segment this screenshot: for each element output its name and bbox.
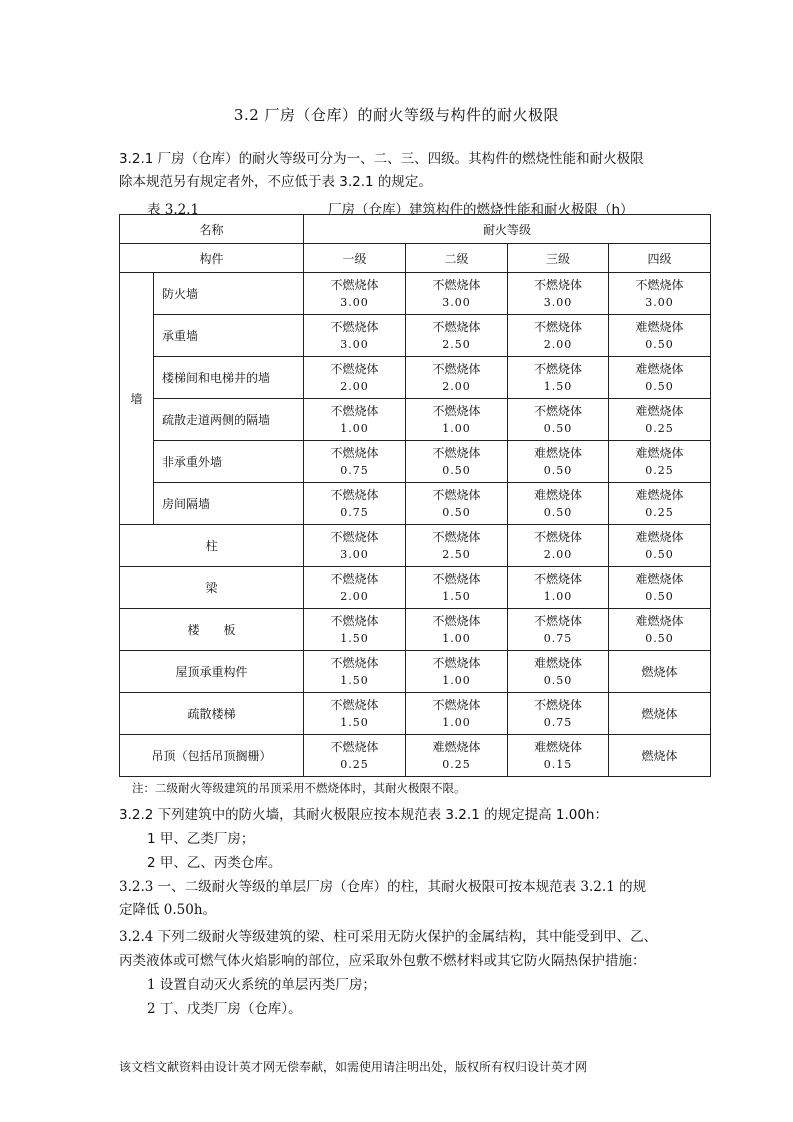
rating-cell (406, 315, 508, 357)
rating-cell (406, 609, 508, 651)
material-class: 不燃烧体 (330, 697, 379, 712)
component-name: 疏散走道两侧的隔墙 (154, 399, 304, 441)
table-row (120, 483, 711, 525)
rating-cell (508, 399, 609, 441)
rating-cell (609, 273, 711, 315)
fire-resistance-hours: 2.00 (543, 547, 573, 561)
page-footer: 该文档文献资料由设计英才网无偿奉献，如需使用请注明出处，版权所有权归设计英才网 (119, 1060, 588, 1074)
material-class: 难燃烧体 (534, 487, 583, 502)
rating-cell (406, 441, 508, 483)
table-label: 表 3.2.1 (147, 202, 200, 218)
fire-resistance-hours: 1.50 (340, 715, 369, 729)
component-name: 疏散楼梯 (120, 693, 304, 735)
fire-resistance-hours: 0.15 (543, 757, 573, 771)
fire-resistance-hours: 0.50 (645, 631, 674, 645)
fire-resistance-hours: 0.25 (442, 757, 471, 771)
fire-resistance-hours: 0.50 (442, 505, 471, 519)
rating-cell (304, 315, 406, 357)
clause-3-2-2-item2: 2 甲、乙、丙类仓库。 (147, 855, 282, 871)
material-class: 不燃烧体 (432, 613, 481, 628)
rating-cell (304, 399, 406, 441)
material-class: 不燃烧体 (432, 529, 481, 544)
table-row (120, 735, 711, 777)
clause-3-2-2-item1: 1 甲、乙类厂房； (147, 831, 255, 847)
table-row (120, 357, 711, 399)
rating-cell (304, 651, 406, 693)
table-title: 厂房（仓库）建筑构件的燃烧性能和耐火极限（h） (328, 202, 634, 218)
rating-cell (609, 567, 711, 609)
fire-resistance-hours: 1.00 (340, 421, 369, 435)
material-class: 难燃烧体 (635, 571, 684, 586)
rating-cell (406, 399, 508, 441)
fire-resistance-hours: 0.25 (645, 505, 674, 519)
table-note: 注：二级耐火等级建筑的吊顶采用不燃烧体时，其耐火极限不限。 (132, 781, 466, 795)
table-row (120, 567, 711, 609)
fire-resistance-hours: 2.50 (442, 547, 471, 561)
rating-cell (508, 315, 609, 357)
material-class: 难燃烧体 (534, 739, 583, 754)
rating-cell (609, 315, 711, 357)
header-fire-grade: 耐火等级 (304, 215, 711, 244)
clause-3-2-3-line2: 定降低 0.50h。 (119, 902, 217, 918)
material-class: 不燃烧体 (330, 529, 379, 544)
wall-group-label: 墙 (120, 273, 154, 525)
material-class: 不燃烧体 (534, 613, 583, 628)
fire-resistance-hours: 0.50 (645, 337, 674, 351)
header-name: 名称 (120, 215, 304, 244)
component-name: 非承重外墙 (154, 441, 304, 483)
fire-resistance-hours: 0.75 (340, 463, 369, 477)
material-class: 难燃烧体 (635, 613, 684, 628)
fire-resistance-hours: 0.75 (543, 715, 573, 729)
rating-cell (304, 525, 406, 567)
clause-3-2-1-line1: 3.2.1 厂房（仓库）的耐火等级可分为一、二、三、四级。其构件的燃烧性能和耐火极限 (119, 151, 644, 167)
fire-resistance-hours: 0.50 (442, 463, 471, 477)
fire-resistance-hours: 3.00 (645, 295, 674, 309)
fire-resistance-hours: 1.00 (442, 715, 471, 729)
table-row (120, 525, 711, 567)
fire-resistance-hours: 1.00 (543, 589, 573, 603)
fire-resistance-hours: 2.00 (340, 379, 369, 393)
material-class: 不燃烧体 (432, 361, 481, 376)
table-row (120, 693, 711, 735)
material-class: 不燃烧体 (432, 655, 481, 670)
header-grade-2: 二级 (406, 244, 508, 273)
rating-cell (609, 399, 711, 441)
material-class: 不燃烧体 (330, 277, 379, 292)
rating-cell (406, 693, 508, 735)
clause-3-2-1-line2: 除本规范另有规定者外，不应低于表 3.2.1 的规定。 (119, 174, 432, 190)
table-row (120, 399, 711, 441)
fire-resistance-hours: 0.50 (543, 505, 573, 519)
table-row (120, 315, 711, 357)
fire-resistance-hours: 0.50 (645, 379, 674, 393)
rating-cell (406, 651, 508, 693)
rating-cell (304, 483, 406, 525)
component-name: 柱 (120, 525, 304, 567)
fire-resistance-table (119, 214, 711, 777)
rating-cell (609, 525, 711, 567)
fire-resistance-hours: 0.50 (645, 547, 674, 561)
material-class: 不燃烧体 (534, 697, 583, 712)
material-class: 不燃烧体 (534, 571, 583, 586)
fire-resistance-hours: 1.50 (543, 379, 573, 393)
rating-cell (508, 357, 609, 399)
header-component: 构件 (120, 244, 304, 273)
rating-cell (508, 525, 609, 567)
rating-cell (406, 357, 508, 399)
fire-resistance-hours: 2.00 (442, 379, 471, 393)
material-class: 不燃烧体 (330, 445, 379, 460)
rating-cell (304, 693, 406, 735)
material-class: 难燃烧体 (635, 529, 684, 544)
fire-resistance-hours: 3.00 (340, 337, 369, 351)
clause-3-2-4-item2: 2 丁、戊类厂房（仓库）。 (147, 1001, 302, 1017)
clause-3-2-2-line: 3.2.2 下列建筑中的防火墙，其耐火极限应按本规范表 3.2.1 的规定提高 1.00h： (119, 807, 608, 823)
rating-cell (304, 357, 406, 399)
rating-cell (304, 567, 406, 609)
fire-resistance-hours: 1.50 (442, 589, 471, 603)
rating-cell (508, 441, 609, 483)
fire-resistance-hours: 0.75 (543, 631, 573, 645)
material-class: 难燃烧体 (534, 445, 583, 460)
fire-resistance-hours: 0.50 (543, 463, 573, 477)
material-class: 不燃烧体 (432, 277, 481, 292)
material-class: 难燃烧体 (432, 739, 481, 754)
material-class: 不燃烧体 (330, 571, 379, 586)
rating-cell (508, 651, 609, 693)
component-name: 梁 (120, 567, 304, 609)
material-class: 不燃烧体 (330, 613, 379, 628)
material-class: 难燃烧体 (635, 403, 684, 418)
rating-cell (609, 357, 711, 399)
rating-cell (304, 735, 406, 777)
fire-resistance-hours: 0.50 (645, 589, 674, 603)
material-class: 不燃烧体 (330, 655, 379, 670)
clause-3-2-4-line2: 丙类液体或可燃气体火焰影响的部位，应采取外包敷不燃材料或其它防火隔热保护措施： (119, 953, 646, 969)
clause-3-2-4-line1: 3.2.4 下列二级耐火等级建筑的梁、柱可采用无防火保护的金属结构，其中能受到甲、乙、 (119, 929, 658, 945)
rating-cell (508, 609, 609, 651)
rating-cell (406, 567, 508, 609)
rating-cell (609, 483, 711, 525)
section-title: 3.2 厂房（仓库）的耐火等级与构件的耐火极限 (233, 106, 560, 124)
rating-cell (304, 609, 406, 651)
rating-cell (508, 273, 609, 315)
rating-cell (406, 273, 508, 315)
rating-cell-combustible: 燃烧体 (609, 735, 711, 777)
material-class: 不燃烧体 (330, 403, 379, 418)
material-class: 不燃烧体 (432, 445, 481, 460)
header-grade-3: 三级 (508, 244, 609, 273)
rating-cell (304, 441, 406, 483)
fire-resistance-hours: 0.50 (543, 421, 573, 435)
fire-resistance-hours: 3.00 (340, 547, 369, 561)
material-class: 不燃烧体 (534, 277, 583, 292)
component-name: 房间隔墙 (154, 483, 304, 525)
rating-cell-combustible: 燃烧体 (609, 693, 711, 735)
rating-cell (406, 525, 508, 567)
material-class: 难燃烧体 (534, 655, 583, 670)
component-name: 承重墙 (154, 315, 304, 357)
fire-resistance-hours: 3.00 (442, 295, 471, 309)
component-name: 屋顶承重构件 (120, 651, 304, 693)
material-class: 不燃烧体 (534, 403, 583, 418)
material-class: 不燃烧体 (330, 361, 379, 376)
fire-resistance-hours: 0.75 (340, 505, 369, 519)
material-class: 不燃烧体 (432, 487, 481, 502)
rating-cell (304, 273, 406, 315)
table-row (120, 609, 711, 651)
fire-resistance-hours: 3.00 (543, 295, 573, 309)
material-class: 不燃烧体 (534, 361, 583, 376)
material-class: 不燃烧体 (534, 529, 583, 544)
material-class: 不燃烧体 (534, 319, 583, 334)
material-class: 不燃烧体 (432, 697, 481, 712)
rating-cell (406, 735, 508, 777)
rating-cell (508, 567, 609, 609)
material-class: 不燃烧体 (635, 277, 684, 292)
rating-cell-combustible: 燃烧体 (609, 651, 711, 693)
clause-3-2-4-item1: 1 设置自动灭火系统的单层丙类厂房； (147, 977, 376, 993)
fire-resistance-hours: 3.00 (340, 295, 369, 309)
fire-resistance-hours: 1.50 (340, 631, 369, 645)
rating-cell (609, 441, 711, 483)
material-class: 难燃烧体 (635, 361, 684, 376)
fire-resistance-hours: 1.00 (442, 673, 471, 687)
fire-resistance-hours: 0.25 (645, 463, 674, 477)
material-class: 不燃烧体 (432, 403, 481, 418)
clause-3-2-3-line1: 3.2.3 一、二级耐火等级的单层厂房（仓库）的柱，其耐火极限可按本规范表 3.2.1 的规 (119, 879, 647, 895)
rating-cell (508, 693, 609, 735)
fire-resistance-hours: 2.00 (543, 337, 573, 351)
component-name: 防火墙 (154, 273, 304, 315)
component-name: 楼梯间和电梯井的墙 (154, 357, 304, 399)
material-class: 不燃烧体 (432, 319, 481, 334)
fire-resistance-hours: 2.50 (442, 337, 471, 351)
material-class: 不燃烧体 (330, 487, 379, 502)
rating-cell (406, 483, 508, 525)
component-name: 楼 板 (120, 609, 304, 651)
material-class: 不燃烧体 (330, 319, 379, 334)
rating-cell (609, 609, 711, 651)
fire-resistance-hours: 1.50 (340, 673, 369, 687)
table-row (120, 651, 711, 693)
fire-resistance-hours: 0.25 (340, 757, 369, 771)
header-grade-1: 一级 (304, 244, 406, 273)
rating-cell (508, 483, 609, 525)
fire-resistance-hours: 2.00 (340, 589, 369, 603)
material-class: 不燃烧体 (432, 571, 481, 586)
table-row (120, 273, 711, 315)
fire-resistance-hours: 1.00 (442, 631, 471, 645)
fire-resistance-hours: 0.25 (645, 421, 674, 435)
material-class: 不燃烧体 (330, 739, 379, 754)
fire-resistance-hours: 0.50 (543, 673, 573, 687)
material-class: 难燃烧体 (635, 319, 684, 334)
component-name: 吊顶（包括吊顶搁栅） (120, 735, 304, 777)
material-class: 难燃烧体 (635, 487, 684, 502)
material-class: 难燃烧体 (635, 445, 684, 460)
fire-resistance-hours: 1.00 (442, 421, 471, 435)
table-row (120, 441, 711, 483)
rating-cell (508, 735, 609, 777)
header-grade-4: 四级 (609, 244, 711, 273)
